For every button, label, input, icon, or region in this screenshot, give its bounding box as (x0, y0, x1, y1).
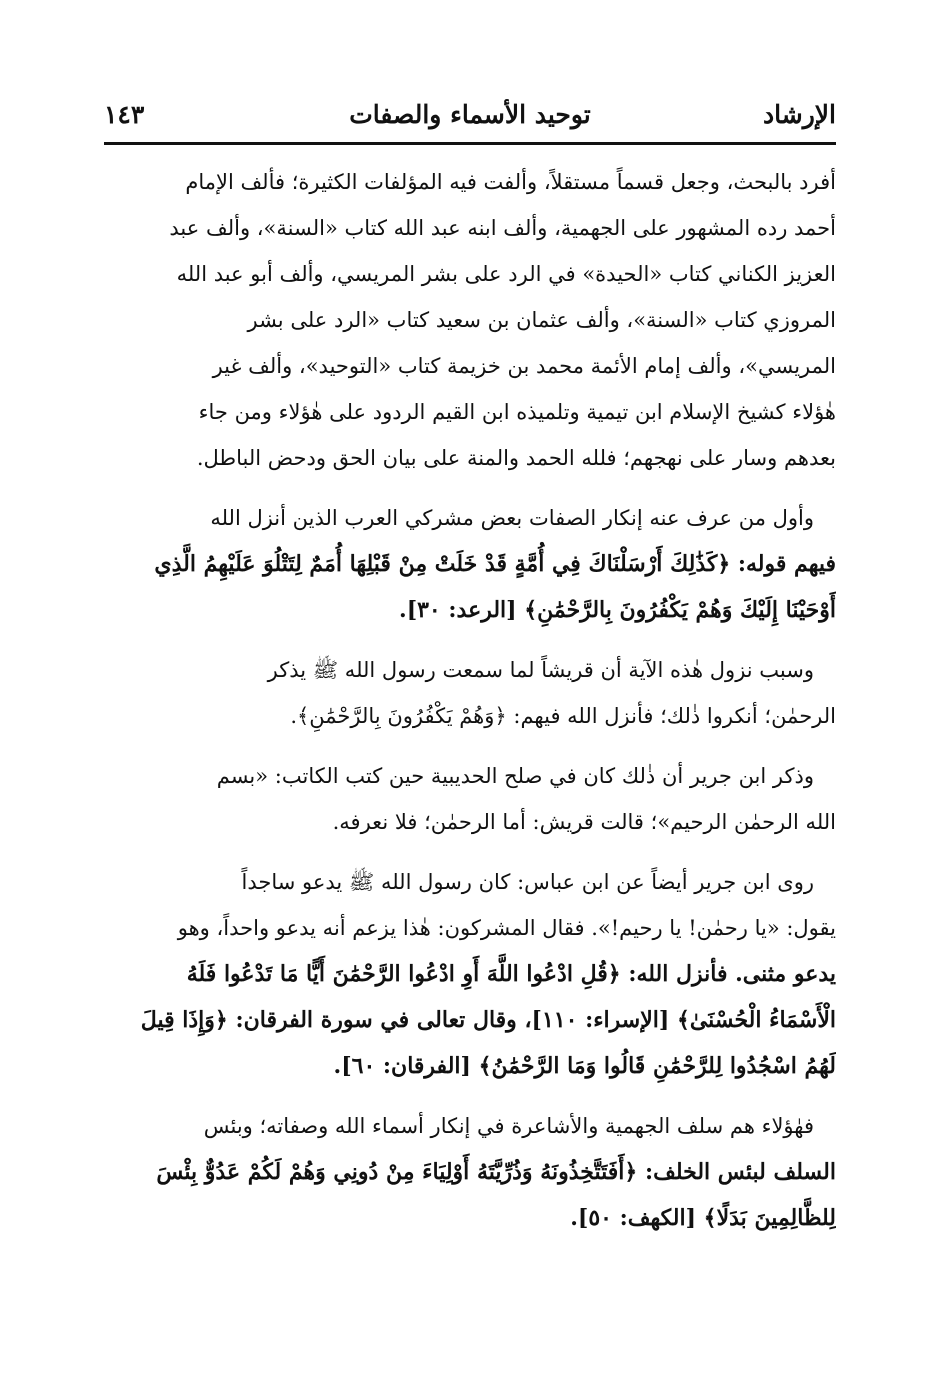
text-line: الله الرحمٰن الرحيم»؛ قالت قريش: أما الرحمٰن؛ فلا نعرفه. (332, 810, 836, 834)
paragraph (104, 159, 836, 481)
text-line: المروزي كتاب «السنة»، وألف عثمان بن سعيد كتاب «الرد على بشر (247, 308, 836, 332)
paragraph (104, 753, 836, 845)
text-line: الرحمٰن؛ أنكروا ذٰلك؛ فأنزل الله فيهم: ﴿وَهُمْ يَكْفُرُونَ بِالرَّحْمَٰنِ﴾. (290, 704, 836, 728)
quran-verse-line: لَهُمُ اسْجُدُوا لِلرَّحْمَٰنِ قَالُوا وَمَا الرَّحْمَٰنُ﴾ [الفرقان: ٦٠]. (333, 1053, 836, 1079)
text-line: وسبب نزول هٰذه الآية أن قريشاً لما سمعت رسول الله ﷺ يذكر (267, 658, 814, 682)
quran-verse-line: لِلظَّالِمِينَ بَدَلًا﴾ [الكهف: ٥٠]. (570, 1205, 836, 1231)
text-line: يقول: «يا رحمٰن! يا رحيم!». فقال المشركون: هٰذا يزعم أنه يدعو واحداً، وهو (177, 916, 836, 940)
text-line: وذكر ابن جرير أن ذٰلك كان في صلح الحديبية حين كتب الكاتب: «بسم (216, 764, 814, 788)
text-line: أفرد بالبحث، وجعل قسماً مستقلاً، وألفت فيه المؤلفات الكثيرة؛ فألف الإمام (185, 170, 836, 194)
chapter-title: توحيد الأسماء والصفات (349, 100, 591, 129)
paragraph (104, 495, 836, 633)
text-line: العزيز الكناني كتاب «الحيدة» في الرد على بشر المريسي، وألف أبو عبد الله (176, 262, 836, 286)
paragraph (104, 647, 836, 739)
paragraph (104, 859, 836, 1089)
quran-verse-line: فيهم قوله: ﴿كَذَٰلِكَ أَرْسَلْنَاكَ فِي أُمَّةٍ قَدْ خَلَتْ مِنْ قَبْلِهَا أُمَمٌ لِتَتْلُوَ عَلَيْهِمُ الَّذِي (154, 551, 836, 577)
book-title: الإرشاد (763, 100, 836, 129)
paragraph (104, 1103, 836, 1241)
text-line: أحمد رده المشهور على الجهمية، وألف ابنه عبد الله كتاب «السنة»، وألف عبد (169, 216, 836, 240)
text-line: وأول من عرف عنه إنكار الصفات بعض مشركي العرب الذين أنزل الله (210, 506, 814, 530)
quran-verse-line: الْأَسْمَاءُ الْحُسْنَىٰ﴾ [الإسراء: ١١٠]، وقال تعالى في سورة الفرقان: ﴿وَإِذَا قِيلَ (140, 1007, 836, 1033)
page-number: ١٤٣ (104, 100, 145, 129)
quran-verse-line: أَوْحَيْنَا إِلَيْكَ وَهُمْ يَكْفُرُونَ بِالرَّحْمَٰنِ﴾ [الرعد: ٣٠]. (399, 597, 836, 623)
text-line: هٰؤلاء كشيخ الإسلام ابن تيمية وتلميذه ابن القيم الردود على هٰؤلاء ومن جاء (198, 400, 836, 424)
body-text (104, 159, 836, 1241)
text-line: المريسي»، وألف إمام الأئمة محمد بن خزيمة كتاب «التوحيد»، وألف غير (212, 354, 836, 378)
quran-verse-line: السلف لبئس الخلف: ﴿أَفَتَتَّخِذُونَهُ وَذُرِّيَّتَهُ أَوْلِيَاءَ مِنْ دُونِي وَهُمْ لَكُمْ عَدُوٌّ بِئْسَ (156, 1159, 836, 1185)
text-line: فهٰؤلاء هم سلف الجهمية والأشاعرة في إنكار أسماء الله وصفاته؛ وبئس (203, 1114, 814, 1138)
text-line: بعدهم وسار على نهجهم؛ فلله الحمد والمنة على بيان الحق ودحض الباطل. (196, 446, 836, 470)
quran-verse-line: يدعو مثنى. فأنزل الله: ﴿قُلِ ادْعُوا اللَّهَ أَوِ ادْعُوا الرَّحْمَٰنَ أَيًّا مَا تَدْعُوا فَلَهُ (186, 961, 836, 987)
text-line: روى ابن جرير أيضاً عن ابن عباس: كان رسول الله ﷺ يدعو ساجداً (241, 870, 814, 894)
book-page (104, 88, 836, 1255)
running-header (104, 88, 836, 145)
